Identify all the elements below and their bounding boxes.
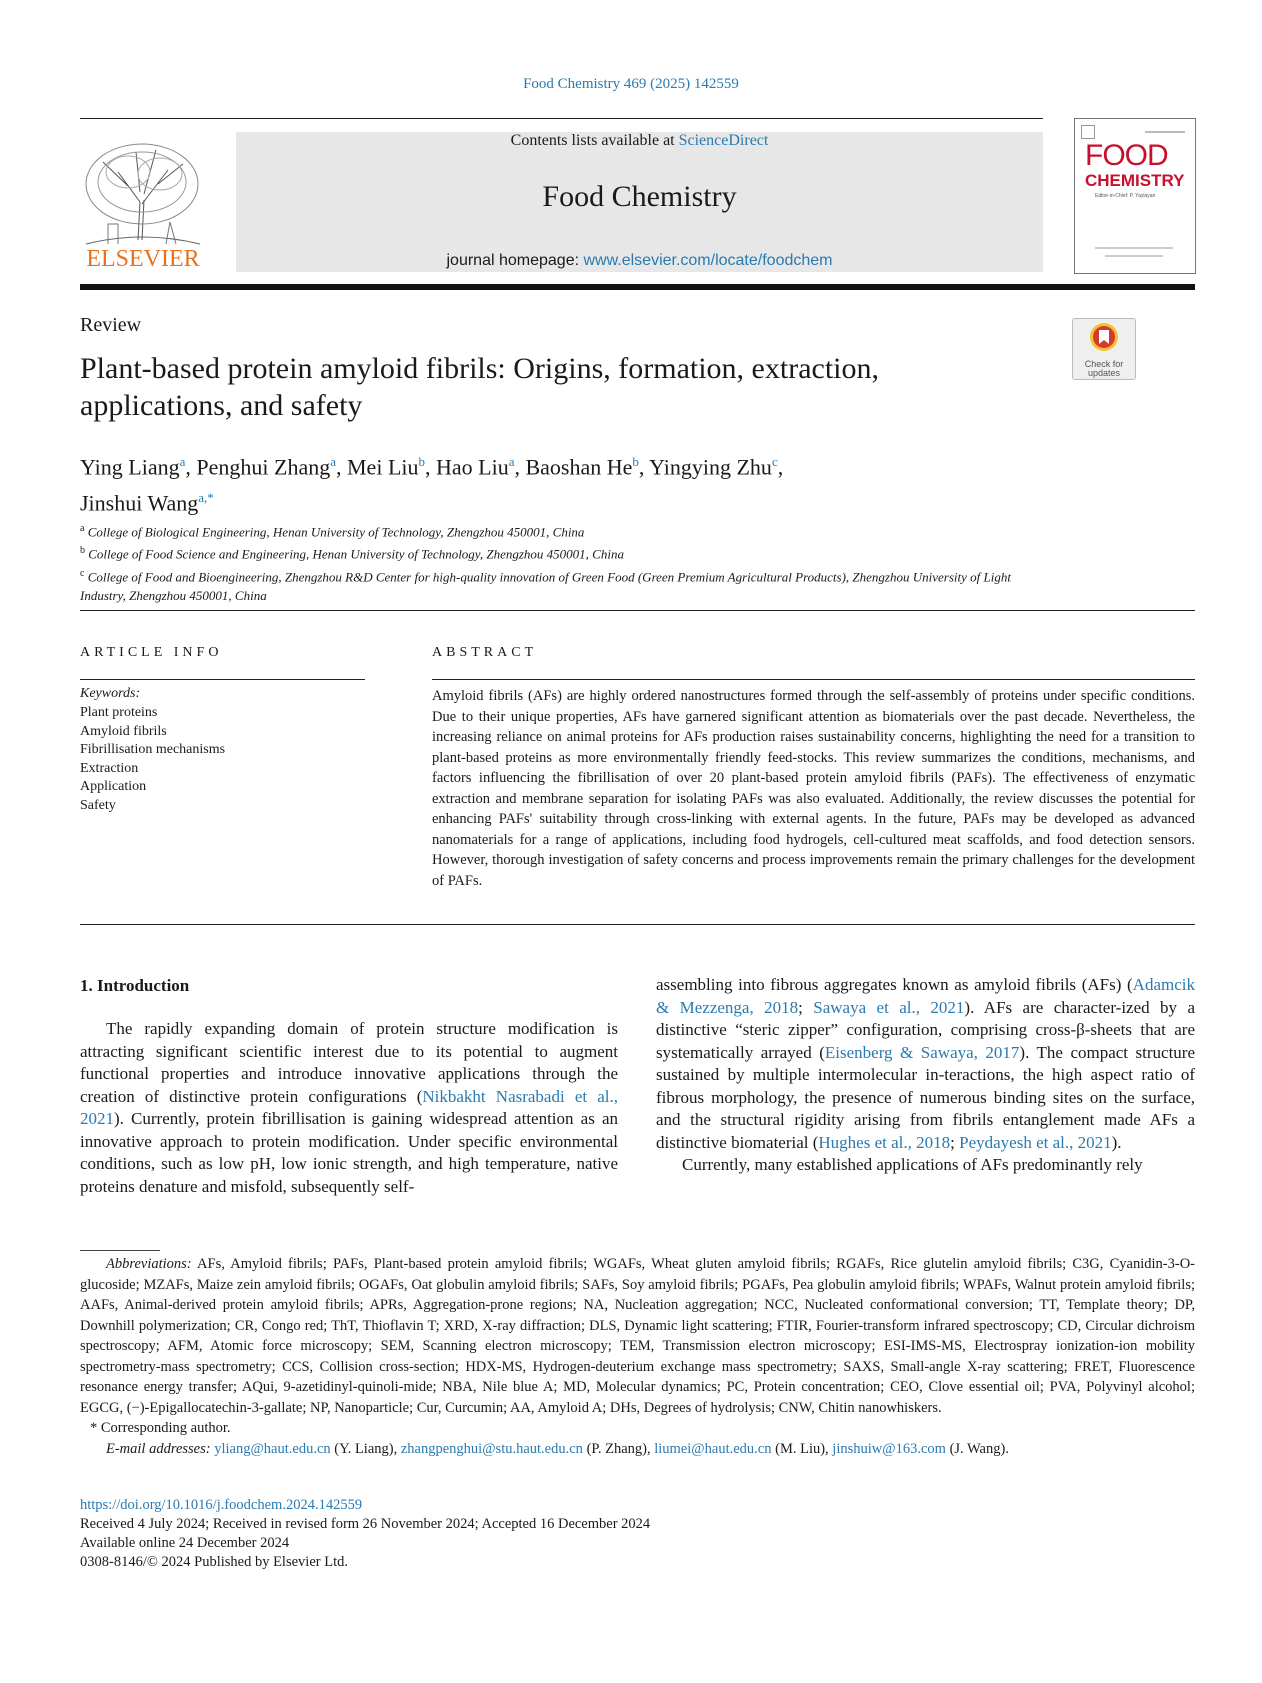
author-affiliation-marker[interactable]: a,* — [198, 490, 214, 506]
check-updates-label: Check for updates — [1084, 359, 1124, 378]
author-name[interactable]: Mei Liu — [347, 454, 419, 480]
corresponding-author-note: * Corresponding author. — [90, 1420, 231, 1436]
email-label: E-mail addresses: — [106, 1440, 211, 1457]
check-for-updates-button[interactable] — [1072, 318, 1136, 380]
intro-column-2 — [656, 974, 1195, 1177]
elsevier-logo[interactable] — [78, 132, 208, 272]
author-name[interactable]: Penghui Zhang — [196, 454, 331, 480]
cover-editor: Editor-in-Chief: P. Yaylayan — [1095, 193, 1156, 199]
homepage-line — [236, 252, 1043, 270]
cover-footer-rule-2 — [1105, 255, 1163, 257]
keyword-item: Application — [80, 779, 147, 794]
affiliation-text: College of Biological Engineering, Henan University of Technology, Zhengzhou 450001, China — [87, 524, 585, 540]
affiliations — [80, 519, 1060, 605]
author-name[interactable]: Jinshui Wang — [80, 490, 199, 516]
author-separator: , — [514, 454, 526, 480]
journal-title: Food Chemistry — [542, 180, 737, 213]
check-updates-icon — [1073, 319, 1135, 355]
homepage-link[interactable]: www.elsevier.com/locate/foodchem — [583, 252, 833, 269]
email-link[interactable]: jinshuiw@163.com — [832, 1440, 946, 1457]
intro-text: ). AFs are character-ized by a distinctive “steric zipper” configuration, comprising cross-β-sheets that are systematically arrayed ( — [656, 997, 1195, 1062]
intro-text: ). — [1111, 1132, 1122, 1152]
author-affiliation-marker[interactable]: a — [330, 454, 336, 469]
abbreviations-label: Abbreviations: — [106, 1256, 192, 1272]
contents-prefix: Contents lists available at — [510, 132, 679, 149]
email-owner: (P. Zhang), — [582, 1440, 655, 1457]
affiliation-rule — [80, 610, 1195, 611]
author-affiliation-marker[interactable]: b — [418, 454, 425, 469]
intro-text: ). Currently, protein fibrillisation is gaining widespread attention as an innovative approach to protein modification. Under specific environmental conditions, such as low pH, low ionic strength, and high temperature, native proteins denature and misfold, subsequently self- — [80, 1109, 618, 1196]
email-owner: (J. Wang). — [945, 1440, 1009, 1457]
intro-paragraph-2: Currently, many established applications of AFs predominantly rely — [682, 1155, 1143, 1174]
author-name[interactable]: Ying Liang — [80, 454, 180, 480]
keyword-list — [80, 704, 225, 815]
email-link[interactable]: zhangpenghui@stu.haut.edu.cn — [400, 1440, 583, 1457]
email-addresses — [80, 1439, 1195, 1460]
abstract-heading: ABSTRACT — [432, 645, 538, 660]
homepage-prefix: journal homepage: — [446, 252, 584, 269]
abbreviations-text: AFs, Amyloid fibrils; PAFs, Plant-based protein amyloid fibrils; WGAFs, Wheat gluten amyloid fibrils; RGAFs, Rice glutelin amyloid fibrils; C3G, Cyanidin-3-O-glucoside; MZAFs, Maize zein amyloid fibrils; OGAFs, Oat globulin amyloid fibrils; SAFs, Soy amyloid fibrils; PGAFs, Pea globulin amyloid fibrils; WPAFs, Walnut protein amyloid fibrils; AAFs, Animal-derived protein amyloid fibrils; APRs, Aggregation-prone regions; NA, Nucleation aggregation; NCC, Nucleated conformational conversion; TT, Template theory; DP, Downhill polymerization; CR, Congo red; ThT, Thioflavin T; XRD, X-ray diffraction; DLS, Dynamic light scattering; FTIR, Fourier-transform infrared spectroscopy; CD, Circular dichroism spectroscopy; AFM, Atomic force microscopy; SEM, Scanning electron microscopy; TEM, Transmission electron microscopy; ESI-IMS-MS, Electrospray ionization-ion mobility spectrometry-mass spectrometry; CCS, Collision cross-section; HDX-MS, Hydrogen-deuterium exchange mass spectrometry; SAXS, Small-angle X-ray scattering; FRET, Fluorescence resonance energy transfer; AQui, 9-azetidinyl-quinoli-mide; NBA, Nile blue A; MD, Molecular dynamics; PC, Protein concentration; CEO, Clove essential oil; PVA, Polyvinyl alcohol; EGCG, (−)-Epigallocatechin-3-gallate; NP, Nanoparticle; Cur, Curcumin; AA, Amyloid A; DHs, Degrees of hydrolysis; CNW, Chitin nanowhiskers. — [80, 1256, 1195, 1416]
intro-text: ; — [798, 997, 814, 1017]
copyright: 0308-8146/© 2024 Published by Elsevier Ltd. — [80, 1554, 348, 1570]
citation-link[interactable]: Hughes et al., 2018 — [818, 1132, 951, 1152]
keyword-item: Fibrillisation mechanisms — [80, 742, 226, 757]
keyword-item: Extraction — [80, 760, 139, 776]
affiliation-item — [80, 541, 1060, 563]
author-separator: , — [638, 454, 650, 480]
article-metadata — [80, 1496, 650, 1572]
journal-cover-thumbnail[interactable] — [1074, 118, 1196, 274]
citation-link[interactable]: Eisenberg & Sawaya, 2017 — [824, 1042, 1020, 1062]
introduction-heading: 1. Introduction — [80, 976, 190, 995]
author-name[interactable]: Hao Liu — [436, 454, 509, 480]
keyword-item: Plant proteins — [80, 705, 158, 720]
citation-link[interactable]: Adamcik & Mezzenga, 2018 — [656, 975, 1195, 1017]
article-type: Review — [80, 314, 142, 336]
abstract-text: Amyloid fibrils (AFs) are highly ordered nanostructures formed through the self-assembly of proteins under specific conditions. Due to their unique properties, AFs have garnered significant attention as biomaterials over the past decade. Nevertheless, the increasing reliance on animal proteins for AFs production raises sustainability concerns, highlighting the need for a transition to plant-based proteins as more environmentally friendly feed-stocks. This review summarizes the conditions, mechanisms, and factors influencing the fibrillisation of over 20 plant-based protein amyloid fibrils (PAFs). The effectiveness of enzymatic extraction and membrane separation for isolating PAFs was also evaluated. Additionally, the review discusses the potential for enhancing PAFs' suitability through cross-linking with external agents. In the future, PAFs may be developed as advanced nanomaterials for a range of applications, including food hydrogels, cell-cultured meat scaffolds, and food detection sensors. However, thorough investigation of safety concerns and process improvements remain the primary challenges for the development of PAFs. — [432, 688, 1195, 889]
affiliation-text: College of Food Science and Engineering, Henan University of Technology, Zhengzhou 450001, China — [88, 546, 624, 562]
masthead-rule — [80, 284, 1195, 290]
author-separator: , — [336, 454, 347, 480]
affiliation-item — [80, 564, 1060, 605]
citation-link[interactable]: Nikbakht Nasrabadi et al., 2021 — [80, 1086, 618, 1128]
sciencedirect-link[interactable]: ScienceDirect — [678, 132, 769, 149]
abbreviations-footnote — [80, 1254, 1195, 1418]
footnote-rule — [80, 1250, 160, 1251]
affiliation-marker: c — [80, 567, 85, 579]
citation-link[interactable]: Sawaya et al., 2021 — [813, 997, 965, 1017]
affiliation-marker: a — [80, 523, 85, 534]
keyword-item: Amyloid fibrils — [80, 723, 167, 739]
header-rule — [80, 118, 1043, 119]
cover-title-food: FOOD — [1085, 139, 1168, 172]
email-link[interactable]: liumei@haut.edu.cn — [654, 1440, 772, 1457]
journal-reference[interactable]: Food Chemistry 469 (2025) 142559 — [523, 76, 739, 92]
keyword-item: Safety — [80, 797, 116, 813]
cover-footer-rule — [1095, 247, 1173, 249]
email-owner: (M. Liu), — [771, 1440, 833, 1457]
email-link[interactable]: yliang@haut.edu.cn — [214, 1440, 331, 1457]
author-separator: , — [425, 454, 436, 480]
author-separator: , — [185, 454, 197, 480]
author-name[interactable]: Yingying Zhu — [649, 454, 772, 480]
cover-logo-icon — [1081, 125, 1095, 139]
received-dates: Received 4 July 2024; Received in revised form 26 November 2024; Accepted 16 December 2024 — [80, 1516, 651, 1532]
author-affiliation-marker[interactable]: c — [771, 454, 778, 469]
elsevier-tree-icon — [78, 132, 208, 272]
affiliation-marker: b — [80, 545, 85, 557]
author-affiliation-marker[interactable]: a — [508, 454, 515, 469]
affiliation-text: College of Food and Bioengineering, Zhengzhou R&D Center for high-quality innovation of Green Food (Green Premium Agricultural Products), Zhengzhou University of Light Industry, Zhengzhou 450001, China — [80, 568, 1011, 603]
abstract-rule — [432, 679, 1195, 680]
intro-text: ; — [950, 1132, 960, 1152]
available-online: Available online 24 December 2024 — [80, 1535, 290, 1551]
article-title: Plant-based protein amyloid fibrils: Origins, formation, extraction, applications, and safety — [80, 352, 879, 422]
affiliation-item — [80, 519, 1060, 541]
footnotes — [80, 1254, 1195, 1459]
cover-title-chemistry: CHEMISTRY — [1085, 171, 1185, 190]
author-separator: , — [777, 454, 784, 480]
abstract-end-rule — [80, 924, 1195, 925]
cover-rule — [1145, 131, 1185, 133]
intro-text: The rapidly expanding domain of protein structure modification is attracting significant scientific interest due to its potential to augment functional properties and introduce innovative applications through the creation of distinctive protein configurations ( — [80, 1019, 618, 1106]
citation-link[interactable]: Peydayesh et al., 2021 — [959, 1132, 1112, 1152]
author-affiliation-marker[interactable]: b — [632, 454, 639, 469]
intro-column-1 — [80, 1018, 618, 1198]
intro-text: assembling into fibrous aggregates known as amyloid fibrils (AFs) ( — [656, 975, 1133, 994]
author-name[interactable]: Baoshan He — [525, 454, 633, 480]
article-info-rule — [80, 679, 365, 680]
keywords-label: Keywords: — [80, 686, 141, 701]
intro-text: ). The compact structure sustained by multiple intermolecular in-teractions, the high aspect ratio of fibrous morphology, the presence of numerous binding sites on the surface, and the structural rigidity arising from fibrils entanglement made AFs a distinctive biomaterial ( — [656, 1042, 1196, 1152]
svg-text:ELSEVIER: ELSEVIER — [86, 246, 200, 272]
author-list — [80, 446, 1080, 519]
email-owner: (Y. Liang), — [330, 1440, 401, 1457]
doi-link[interactable]: https://doi.org/10.1016/j.foodchem.2024.142559 — [80, 1497, 363, 1513]
article-info-heading: ARTICLE INFO — [80, 645, 223, 660]
contents-line — [236, 132, 1043, 150]
author-affiliation-marker[interactable]: a — [179, 454, 186, 469]
